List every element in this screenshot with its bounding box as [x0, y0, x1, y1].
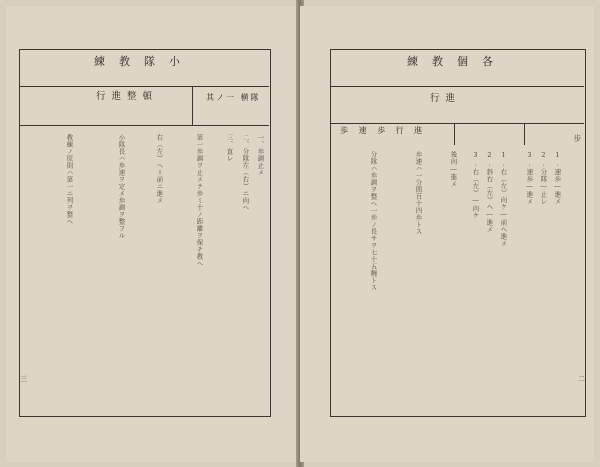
right-page: [300, 6, 594, 462]
right-page-number: 二: [578, 375, 585, 383]
right-col-1: 步: [573, 134, 582, 143]
right-col-7: 3.右（左）―向ケ: [471, 151, 480, 219]
left-table-frame: [19, 49, 271, 417]
right-section: 歩 速 歩 行 進: [340, 126, 427, 135]
right-col-2: 1.速歩―進メ: [553, 151, 562, 205]
right-col-3: 2.分隊―止レ: [539, 151, 548, 205]
right-heading: 練教個各: [407, 55, 507, 68]
right-col-5: 1.右（左）向ケ―前へ進メ: [499, 151, 508, 247]
left-col-3: 三、直レ: [225, 134, 234, 162]
left-section: 其ノ一 横隊: [206, 93, 261, 102]
right-col-4: 3.速歩―進メ: [525, 151, 534, 205]
right-subheading: 行進: [430, 93, 462, 104]
right-col-6: 2.斜右（左）へ―進メ: [485, 151, 494, 233]
left-col-4: 第一歩調ヲ止メテ歩ミ十ノ距離ヲ保チ教ヘ: [195, 134, 204, 267]
left-col-1: 一、歩調止メ: [256, 134, 265, 176]
right-col-10: 分隊ハ歩調ヲ整ヘ一歩ノ長サヲ七十五糎トス: [369, 151, 378, 291]
left-col-2: 二、分隊左（右）ニ向ヘ: [241, 134, 250, 211]
left-page-number: 三: [20, 375, 27, 383]
left-heading: 練教隊小: [94, 55, 194, 68]
left-page: [6, 6, 298, 462]
right-table-frame: [330, 49, 586, 417]
left-col-7: 教練ノ原則ハ第一ニ列ヲ整ヘ: [65, 134, 74, 225]
right-col-9: 歩速ハ一分間百十四歩トス: [414, 151, 423, 235]
left-col-5: 右（左）ヘ＝前ニ進メ: [155, 134, 164, 204]
left-subheading: 行進整頓: [96, 91, 159, 102]
right-col-8: 後向―進メ: [449, 151, 458, 188]
left-col-6: 小隊長ハ歩速ヲ定メ歩調ヲ整フル: [117, 134, 126, 239]
